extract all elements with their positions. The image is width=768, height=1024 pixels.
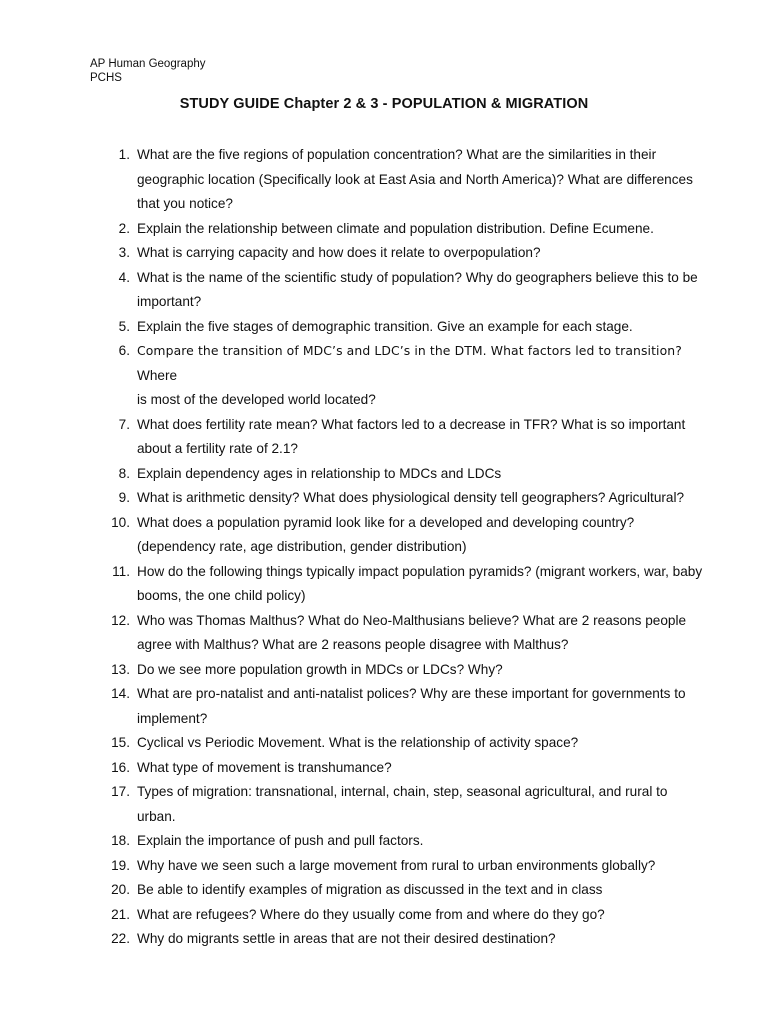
question-text-line: What is carrying capacity and how does it relate to overpopulation?: [137, 245, 541, 260]
question-number: 9.: [118, 490, 130, 505]
question-text-line: Be able to identify examples of migration as discussed in the text and in class: [137, 882, 603, 897]
question-item: [0, 854, 768, 879]
question-text-line: that you notice?: [137, 196, 233, 211]
question-item: [0, 731, 768, 756]
question-text-line: What is arithmetic density? What does physiological density tell geographers? Agricultural?: [137, 490, 685, 505]
question-item: [0, 143, 768, 217]
question-item: [0, 903, 768, 928]
question-item: [0, 339, 768, 413]
question-item: [0, 217, 768, 242]
question-number: 17.: [111, 784, 130, 799]
question-item: [0, 780, 768, 829]
question-text-line: important?: [137, 294, 202, 309]
question-number: 12.: [111, 612, 130, 628]
question-text-line: [137, 339, 718, 388]
question-number: 6.: [118, 343, 130, 358]
question-text-part: Where: [137, 367, 178, 383]
question-item: [0, 511, 768, 560]
question-number: 14.: [111, 686, 130, 701]
question-number: 18.: [111, 833, 130, 848]
question-text-line: urban.: [137, 808, 176, 824]
question-text-line: geographic location (Specifically look at East Asia and North America)? What are differences: [137, 171, 693, 187]
question-text-line: Who was Thomas Malthus? What do Neo-Malthusians believe? What are 2 reasons people: [137, 612, 687, 628]
question-text-line: agree with Malthus? What are 2 reasons people disagree with Malthus?: [137, 637, 569, 652]
question-number: 11.: [112, 563, 130, 579]
question-item: [0, 241, 768, 266]
question-item: [0, 266, 768, 315]
question-text-line: What type of movement is transhumance?: [137, 759, 392, 775]
question-text-line: What are the five regions of population concentration? What are the similarities in their: [137, 147, 657, 162]
question-number: 5.: [118, 318, 130, 334]
question-text-line: is most of the developed world located?: [137, 392, 376, 407]
question-text-line: Do we see more population growth in MDCs or LDCs? Why?: [137, 661, 503, 677]
question-number: 19.: [111, 857, 130, 873]
question-item: [0, 609, 768, 658]
question-number: 20.: [111, 882, 130, 897]
question-number: 1.: [118, 147, 130, 162]
question-text-line: Types of migration: transnational, internal, chain, step, seasonal agricultural, and rural to: [137, 784, 668, 799]
question-list: [0, 143, 768, 952]
question-text-line: Why have we seen such a large movement from rural to urban environments globally?: [137, 857, 656, 873]
question-text-line: Explain dependency ages in relationship to MDCs and LDCs: [137, 465, 502, 481]
question-number: 7.: [118, 416, 130, 432]
course-name: AP Human Geography: [90, 58, 206, 70]
school-name: PCHS: [90, 72, 122, 84]
question-text-line: about a fertility rate of 2.1?: [137, 441, 298, 456]
question-item: [0, 829, 768, 854]
question-number: 2.: [118, 220, 130, 236]
question-item: [0, 560, 768, 609]
question-text-line: Cyclical vs Periodic Movement. What is the relationship of activity space?: [137, 735, 579, 750]
question-text-line: What does fertility rate mean? What factors led to a decrease in TFR? What is so important: [137, 416, 686, 432]
question-item: [0, 462, 768, 487]
question-text-line: booms, the one child policy): [137, 588, 306, 603]
question-text-line: Explain the five stages of demographic transition. Give an example for each stage.: [137, 318, 633, 334]
question-item: [0, 658, 768, 683]
question-item: [0, 878, 768, 903]
document-header: [90, 57, 206, 85]
question-item: [0, 486, 768, 511]
question-text-line: Explain the relationship between climate and population distribution. Define Ecumene.: [137, 220, 654, 236]
question-text-line: Explain the importance of push and pull factors.: [137, 833, 424, 848]
page-title: STUDY GUIDE Chapter 2 & 3 - POPULATION & MIGRATION: [179, 96, 589, 112]
question-text-line: Why do migrants settle in areas that are not their desired destination?: [137, 931, 556, 946]
question-text-line: implement?: [137, 710, 208, 726]
question-number: 22.: [111, 931, 130, 946]
question-number: 21.: [111, 906, 130, 922]
question-item: [0, 413, 768, 462]
question-text-line: (dependency rate, age distribution, gender distribution): [137, 539, 467, 554]
question-number: 10.: [111, 514, 130, 530]
question-number: 3.: [118, 245, 130, 260]
question-number: 13.: [111, 661, 130, 677]
question-number: 15.: [111, 735, 130, 750]
question-item: [0, 927, 768, 952]
question-text-line: What are refugees? Where do they usually come from and where do they go?: [137, 906, 605, 922]
question-text-line: What is the name of the scientific study of population? Why do geographers believe this to be: [137, 269, 698, 285]
question-number: 16.: [111, 759, 130, 775]
question-item: [0, 315, 768, 340]
question-text-line: What are pro-natalist and anti-natalist polices? Why are these important for governments to: [137, 686, 686, 701]
question-text-line: How do the following things typically impact population pyramids? (migrant workers, war, baby: [137, 563, 703, 579]
question-item: [0, 756, 768, 781]
question-text-part: Compare the transition of MDC’s and LDC’s in the DTM. What factors led to transition?: [137, 343, 682, 358]
question-number: 8.: [118, 465, 130, 481]
question-item: [0, 682, 768, 731]
question-number: 4.: [118, 269, 130, 285]
question-text-line: What does a population pyramid look like for a developed and developing country?: [137, 514, 635, 530]
